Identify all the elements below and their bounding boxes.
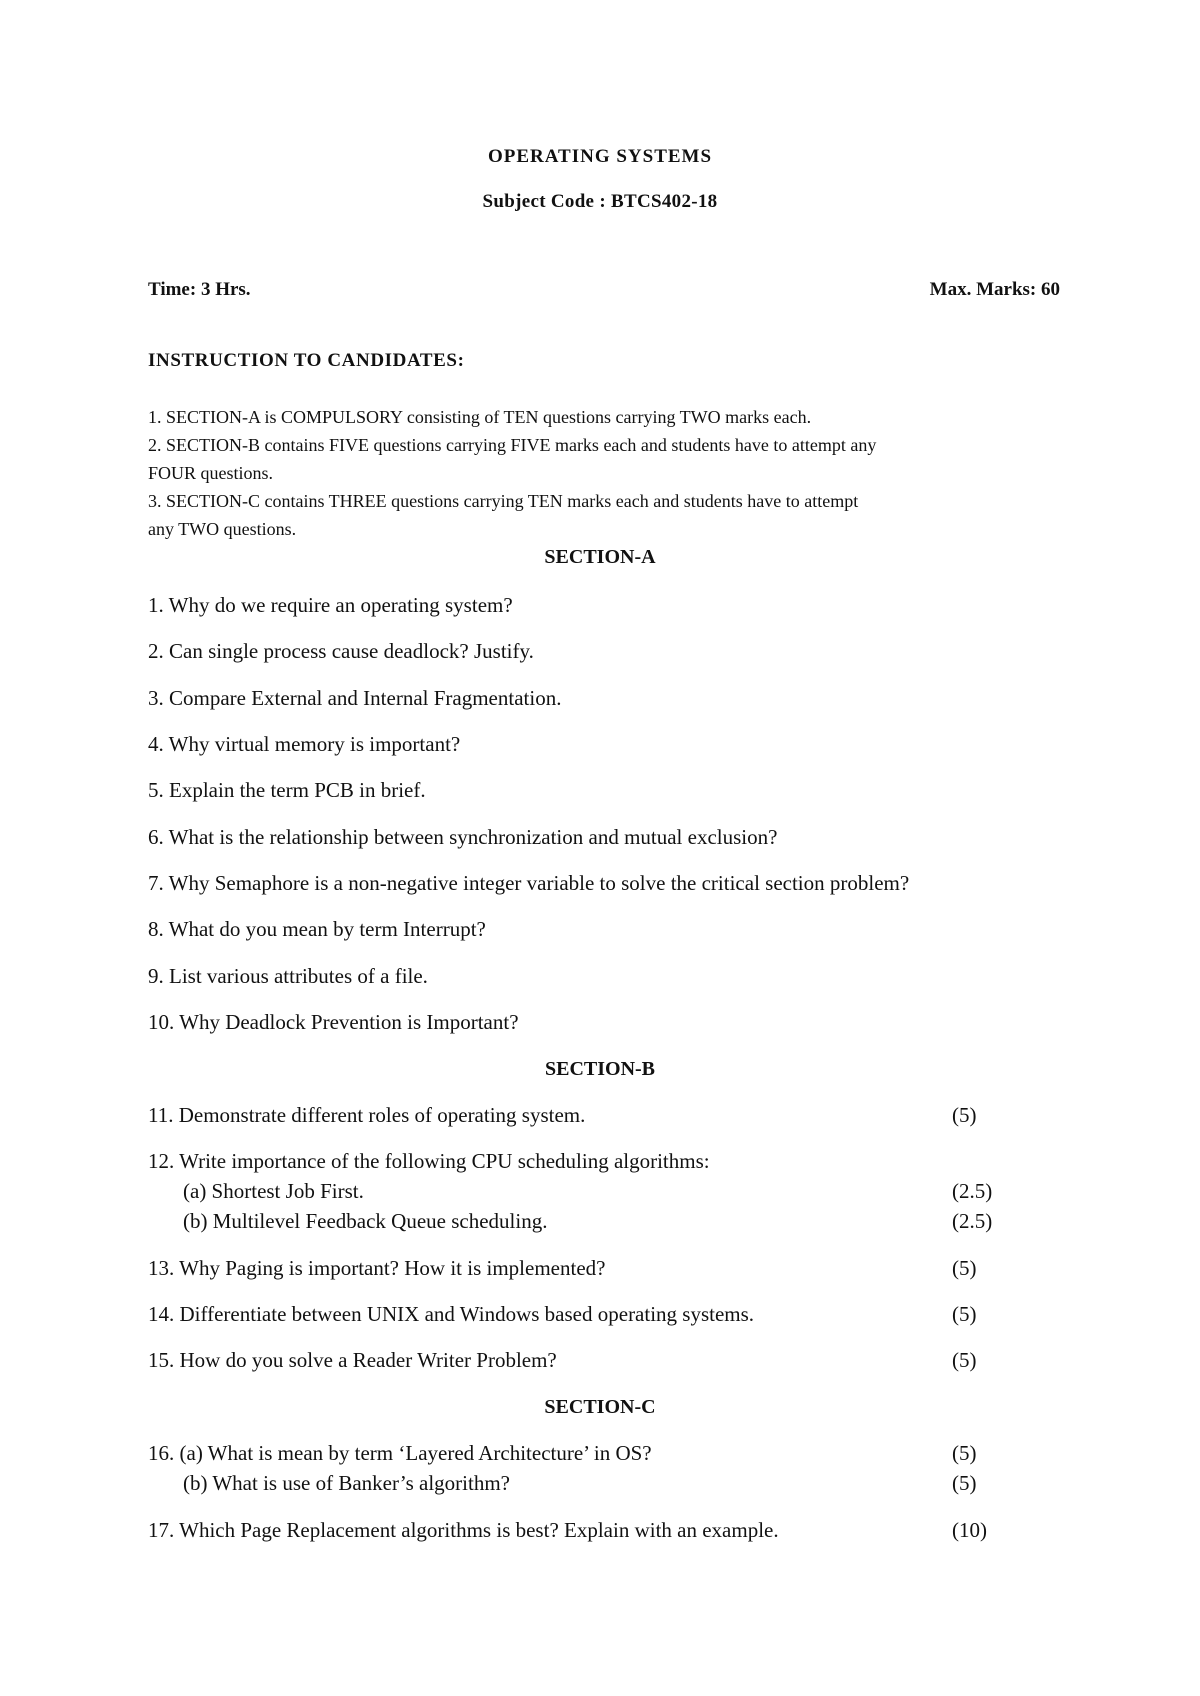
paper-title: OPERATING SYSTEMS	[487, 146, 713, 167]
question-12: 12. Write importance of the following CPU scheduling algorithms:	[148, 1149, 710, 1173]
instruction-line: any TWO questions.	[148, 519, 297, 539]
section-a-heading: SECTION-A	[544, 546, 656, 568]
subject-code: Subject Code : BTCS402-18	[482, 191, 718, 212]
question-17-marks: (10)	[952, 1518, 987, 1542]
instruction-line: FOUR questions.	[148, 463, 274, 483]
max-marks: Max. Marks: 60	[929, 279, 1060, 300]
question-9: 9. List various attributes of a file.	[148, 964, 428, 988]
instruction-line: 3. SECTION-C contains THREE questions carrying TEN marks each and students have to attempt	[148, 491, 859, 511]
question-6: 6. What is the relationship between synchronization and mutual exclusion?	[148, 825, 778, 849]
question-17: 17. Which Page Replacement algorithms is best? Explain with an example.	[148, 1518, 779, 1542]
section-c-heading: SECTION-C	[544, 1396, 656, 1418]
question-14: 14. Differentiate between UNIX and Windows based operating systems.	[148, 1302, 755, 1326]
section-b-heading: SECTION-B	[544, 1058, 656, 1080]
exam-time: Time: 3 Hrs.	[148, 279, 251, 300]
question-10: 10. Why Deadlock Prevention is Important?	[148, 1010, 519, 1034]
question-11-marks: (5)	[952, 1103, 977, 1127]
question-12b: (b) Multilevel Feedback Queue scheduling.	[183, 1209, 548, 1233]
question-12a-marks: (2.5)	[952, 1179, 993, 1203]
question-16b: (b) What is use of Banker’s algorithm?	[183, 1471, 510, 1495]
question-5: 5. Explain the term PCB in brief.	[148, 778, 426, 802]
question-16a-marks: (5)	[952, 1441, 977, 1465]
instruction-line: 2. SECTION-B contains FIVE questions carrying FIVE marks each and students have to attempt any	[148, 435, 877, 455]
instructions-heading: INSTRUCTION TO CANDIDATES:	[148, 350, 465, 371]
question-8: 8. What do you mean by term Interrupt?	[148, 917, 486, 941]
question-12b-marks: (2.5)	[952, 1209, 993, 1233]
question-13-marks: (5)	[952, 1256, 977, 1280]
question-12a: (a) Shortest Job First.	[183, 1179, 364, 1203]
question-16b-marks: (5)	[952, 1471, 977, 1495]
question-1: 1. Why do we require an operating system?	[148, 593, 513, 617]
question-15-marks: (5)	[952, 1348, 977, 1372]
question-3: 3. Compare External and Internal Fragmentation.	[148, 686, 562, 710]
question-2: 2. Can single process cause deadlock? Justify.	[148, 639, 534, 663]
instruction-line: 1. SECTION-A is COMPULSORY consisting of TEN questions carrying TWO marks each.	[148, 407, 812, 427]
question-11: 11. Demonstrate different roles of operating system.	[148, 1103, 586, 1127]
question-16a: 16. (a) What is mean by term ‘Layered Architecture’ in OS?	[148, 1441, 652, 1465]
question-4: 4. Why virtual memory is important?	[148, 732, 461, 756]
question-14-marks: (5)	[952, 1302, 977, 1326]
question-15: 15. How do you solve a Reader Writer Problem?	[148, 1348, 557, 1372]
question-7: 7. Why Semaphore is a non-negative integer variable to solve the critical section problem?	[148, 871, 910, 895]
question-13: 13. Why Paging is important? How it is implemented?	[148, 1256, 606, 1280]
